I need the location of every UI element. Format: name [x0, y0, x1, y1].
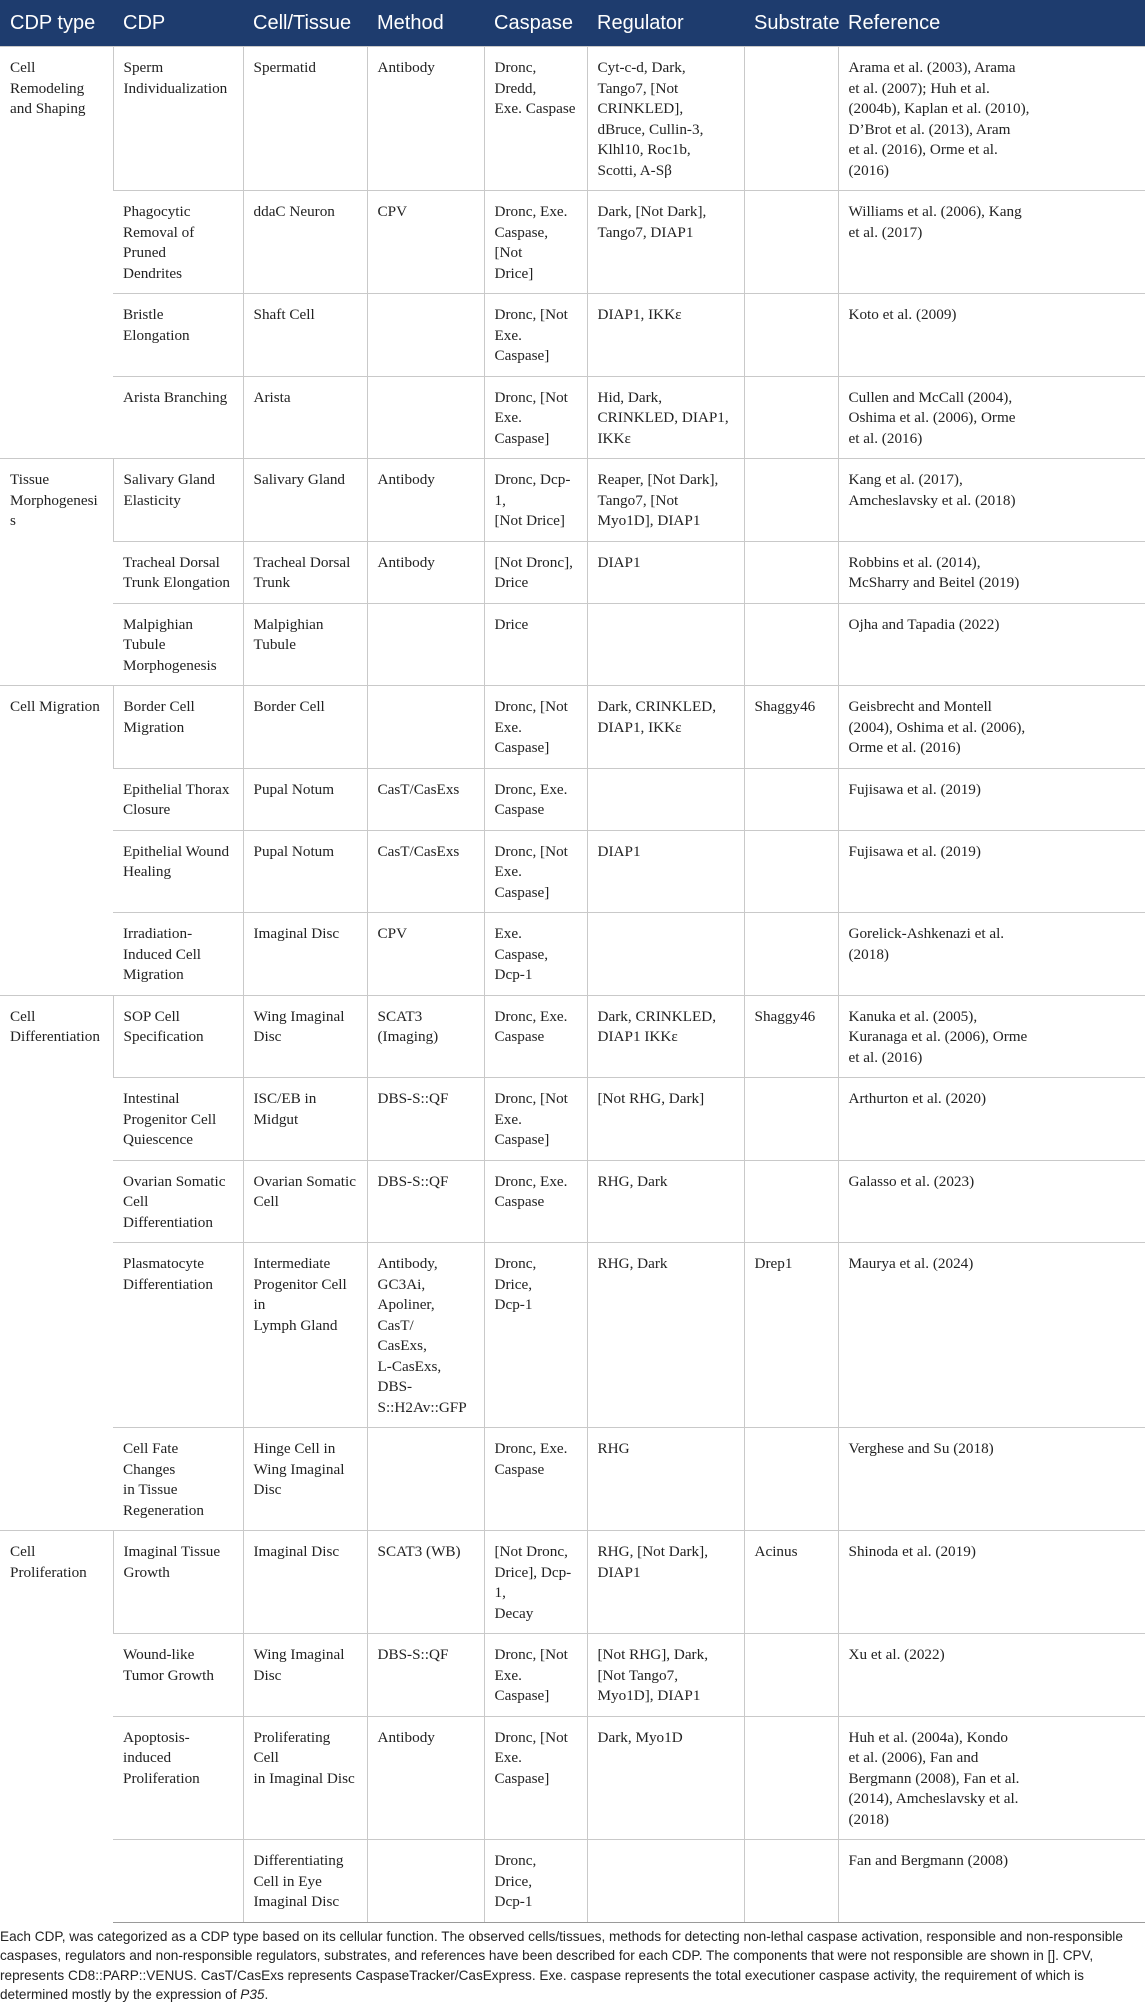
method-cell: [367, 1428, 484, 1531]
cell-tissue-cell: Imaginal Disc: [243, 913, 367, 996]
reference-cell: Kang et al. (2017), Amcheslavsky et al. (2018): [838, 459, 1145, 542]
reference-cell: Xu et al. (2022): [838, 1634, 1145, 1717]
cell-tissue-cell: Salivary Gland: [243, 459, 367, 542]
cdp-cell: Wound-like Tumor Growth: [113, 1634, 243, 1717]
cdp-cell: Apoptosis-induced Proliferation: [113, 1716, 243, 1840]
table-row: [0, 830, 1145, 913]
cdp-cell: Epithelial Wound Healing: [113, 830, 243, 913]
caspase-cell: Dronc, Exe. Caspase, [Not Drice]: [484, 191, 587, 294]
caspase-cell: [Not Dronc], Drice: [484, 541, 587, 603]
regulator-cell: RHG, Dark: [587, 1243, 744, 1428]
regulator-cell: DIAP1: [587, 541, 744, 603]
cdp-type-cell: Cell Proliferation: [0, 1531, 113, 1923]
col-header-method: Method: [367, 0, 484, 47]
caspase-cell: Dronc, Exe. Caspase: [484, 1428, 587, 1531]
caspase-cell: Dronc, [Not Exe. Caspase]: [484, 1078, 587, 1161]
substrate-cell: [744, 294, 838, 377]
regulator-cell: Dark, [Not Dark], Tango7, DIAP1: [587, 191, 744, 294]
regulator-cell: DIAP1, IKKε: [587, 294, 744, 377]
cell-tissue-cell: ddaC Neuron: [243, 191, 367, 294]
caspase-cell: Dronc, [Not Exe. Caspase]: [484, 686, 587, 769]
substrate-cell: [744, 830, 838, 913]
substrate-cell: [744, 376, 838, 459]
table-header-row: [0, 0, 1145, 47]
table-row: [0, 1078, 1145, 1161]
regulator-cell: Dark, CRINKLED, DIAP1, IKKε: [587, 686, 744, 769]
table-row: [0, 376, 1145, 459]
cdp-cell: Tracheal Dorsal Trunk Elongation: [113, 541, 243, 603]
substrate-cell: [744, 913, 838, 996]
method-cell: [367, 1840, 484, 1923]
col-header-cell-tissue: Cell/Tissue: [243, 0, 367, 47]
regulator-cell: [587, 1840, 744, 1923]
reference-cell: Fujisawa et al. (2019): [838, 830, 1145, 913]
footnote-text: Each CDP, was categorized as a CDP type based on its cellular function. The observed cells/tissues, methods for detecting non-lethal caspase activation, responsible and non-responsible caspases, regulators and non-responsible regulators, substrates, and references have been described for each CDP. The components that were not responsible are shown in []. CPV, represents CD8::PARP::VENUS. CasT/CasExs represents CaspaseTracker/CasExpress. Exe. caspase represents the total executioner caspase activity, the requirement of which is determined mostly by the expression of: [0, 1928, 1123, 2002]
reference-cell: Ojha and Tapadia (2022): [838, 603, 1145, 686]
substrate-cell: [744, 1160, 838, 1243]
reference-cell: Gorelick-Ashkenazi et al. (2018): [838, 913, 1145, 996]
method-cell: [367, 686, 484, 769]
cdp-cell: Irradiation- Induced Cell Migration: [113, 913, 243, 996]
table-row: [0, 913, 1145, 996]
reference-cell: Geisbrecht and Montell (2004), Oshima et al. (2006), Orme et al. (2016): [838, 686, 1145, 769]
col-header-caspase: Caspase: [484, 0, 587, 47]
method-cell: Antibody: [367, 459, 484, 542]
cell-tissue-cell: Hinge Cell in Wing Imaginal Disc: [243, 1428, 367, 1531]
caspase-cell: Dronc, [Not Exe. Caspase]: [484, 1634, 587, 1717]
table-row: [0, 1160, 1145, 1243]
cell-tissue-cell: Arista: [243, 376, 367, 459]
cdp-cell: Salivary Gland Elasticity: [113, 459, 243, 542]
cdp-cell: Arista Branching: [113, 376, 243, 459]
substrate-cell: [744, 1716, 838, 1840]
method-cell: DBS-S::QF: [367, 1078, 484, 1161]
method-cell: CasT/CasExs: [367, 768, 484, 830]
table-body: [0, 47, 1145, 1923]
cdp-cell: Bristle Elongation: [113, 294, 243, 377]
caspase-cell: Dronc, Dredd, Exe. Caspase: [484, 47, 587, 191]
table-row: [0, 459, 1145, 542]
table-row: [0, 1840, 1145, 1923]
cdp-cell: [113, 1840, 243, 1923]
regulator-cell: DIAP1: [587, 830, 744, 913]
regulator-cell: Dark, CRINKLED, DIAP1 IKKε: [587, 995, 744, 1078]
col-header-substrate: Substrate: [744, 0, 838, 47]
regulator-cell: Dark, Myo1D: [587, 1716, 744, 1840]
table-row: [0, 1716, 1145, 1840]
substrate-cell: [744, 1428, 838, 1531]
substrate-cell: [744, 1078, 838, 1161]
cdp-cell: Plasmatocyte Differentiation: [113, 1243, 243, 1428]
regulator-cell: RHG: [587, 1428, 744, 1531]
substrate-cell: [744, 191, 838, 294]
regulator-cell: RHG, [Not Dark], DIAP1: [587, 1531, 744, 1634]
cell-tissue-cell: Ovarian Somatic Cell: [243, 1160, 367, 1243]
col-header-cdp: CDP: [113, 0, 243, 47]
table-row: [0, 1531, 1145, 1634]
substrate-cell: [744, 459, 838, 542]
caspase-cell: Dronc, [Not Exe. Caspase]: [484, 294, 587, 377]
reference-cell: Arama et al. (2003), Arama et al. (2007); Huh et al. (2004b), Kaplan et al. (2010), D’Brot et al. (2013), Aram et al. (2016), Orme et al. (2016): [838, 47, 1145, 191]
substrate-cell: [744, 47, 838, 191]
regulator-cell: [Not RHG, Dark]: [587, 1078, 744, 1161]
caspase-cell: Dronc, [Not Exe. Caspase]: [484, 830, 587, 913]
regulator-cell: [587, 603, 744, 686]
cell-tissue-cell: Tracheal Dorsal Trunk: [243, 541, 367, 603]
table-row: [0, 768, 1145, 830]
substrate-cell: [744, 768, 838, 830]
table-row: [0, 294, 1145, 377]
substrate-cell: Acinus: [744, 1531, 838, 1634]
substrate-cell: [744, 603, 838, 686]
substrate-cell: Drep1: [744, 1243, 838, 1428]
reference-cell: Verghese and Su (2018): [838, 1428, 1145, 1531]
col-header-regulator: Regulator: [587, 0, 744, 47]
substrate-cell: [744, 1840, 838, 1923]
reference-cell: Huh et al. (2004a), Kondo et al. (2006), Fan and Bergmann (2008), Fan et al. (2014), Amcheslavsky et al. (2018): [838, 1716, 1145, 1840]
cdp-type-cell: Cell Remodeling and Shaping: [0, 47, 113, 459]
cdp-cell: Malpighian Tubule Morphogenesis: [113, 603, 243, 686]
regulator-cell: [Not RHG], Dark, [Not Tango7, Myo1D], DIAP1: [587, 1634, 744, 1717]
col-header-cdp-type: CDP type: [0, 0, 113, 47]
caspase-cell: Dronc, [Not Exe. Caspase]: [484, 1716, 587, 1840]
method-cell: SCAT3 (WB): [367, 1531, 484, 1634]
caspase-cell: Dronc, Exe. Caspase: [484, 1160, 587, 1243]
substrate-cell: Shaggy46: [744, 686, 838, 769]
reference-cell: Williams et al. (2006), Kang et al. (2017): [838, 191, 1145, 294]
reference-cell: Koto et al. (2009): [838, 294, 1145, 377]
col-header-reference: Reference: [838, 0, 1145, 47]
reference-cell: Galasso et al. (2023): [838, 1160, 1145, 1243]
cell-tissue-cell: Imaginal Disc: [243, 1531, 367, 1634]
method-cell: [367, 376, 484, 459]
table-row: [0, 541, 1145, 603]
caspase-cell: Dronc, Exe. Caspase: [484, 995, 587, 1078]
cdp-cell: Imaginal Tissue Growth: [113, 1531, 243, 1634]
table-row: [0, 603, 1145, 686]
cdp-cell: Sperm Individualization: [113, 47, 243, 191]
regulator-cell: Hid, Dark, CRINKLED, DIAP1, IKKε: [587, 376, 744, 459]
method-cell: Antibody, GC3Ai, Apoliner, CasT/ CasExs, L-CasExs, DBS- S::H2Av::GFP: [367, 1243, 484, 1428]
footnote-italic: P35: [240, 1987, 265, 2002]
caspase-cell: Dronc, Dcp-1, [Not Drice]: [484, 459, 587, 542]
caspase-cell: [Not Dronc, Drice], Dcp-1, Decay: [484, 1531, 587, 1634]
method-cell: DBS-S::QF: [367, 1160, 484, 1243]
cell-tissue-cell: Malpighian Tubule: [243, 603, 367, 686]
reference-cell: Maurya et al. (2024): [838, 1243, 1145, 1428]
cdp-type-cell: Cell Differentiation: [0, 995, 113, 1531]
method-cell: CasT/CasExs: [367, 830, 484, 913]
table-footnote: [0, 1927, 1145, 2005]
caspase-cell: Dronc, Exe. Caspase: [484, 768, 587, 830]
table-row: [0, 1634, 1145, 1717]
table-row: [0, 191, 1145, 294]
regulator-cell: Cyt-c-d, Dark, Tango7, [Not CRINKLED], dBruce, Cullin-3, Klhl10, Roc1b, Scotti, A-Sβ: [587, 47, 744, 191]
method-cell: CPV: [367, 913, 484, 996]
cell-tissue-cell: Intermediate Progenitor Cell in Lymph Gland: [243, 1243, 367, 1428]
cdp-cell: Intestinal Progenitor Cell Quiescence: [113, 1078, 243, 1161]
reference-cell: Fujisawa et al. (2019): [838, 768, 1145, 830]
method-cell: Antibody: [367, 1716, 484, 1840]
cdp-type-cell: Tissue Morphogenesis: [0, 459, 113, 686]
cell-tissue-cell: Differentiating Cell in Eye Imaginal Disc: [243, 1840, 367, 1923]
table-row: [0, 686, 1145, 769]
caspase-cell: Dronc, Drice, Dcp-1: [484, 1243, 587, 1428]
reference-cell: Shinoda et al. (2019): [838, 1531, 1145, 1634]
table-row: [0, 995, 1145, 1078]
method-cell: Antibody: [367, 47, 484, 191]
caspase-cell: Dronc, Drice, Dcp-1: [484, 1840, 587, 1923]
cell-tissue-cell: ISC/EB in Midgut: [243, 1078, 367, 1161]
caspase-cell: Drice: [484, 603, 587, 686]
regulator-cell: [587, 913, 744, 996]
cell-tissue-cell: Wing Imaginal Disc: [243, 995, 367, 1078]
cell-tissue-cell: Spermatid: [243, 47, 367, 191]
cell-tissue-cell: Wing Imaginal Disc: [243, 1634, 367, 1717]
cell-tissue-cell: Border Cell: [243, 686, 367, 769]
reference-cell: Fan and Bergmann (2008): [838, 1840, 1145, 1923]
cell-tissue-cell: Proliferating Cell in Imaginal Disc: [243, 1716, 367, 1840]
cdp-cell: SOP Cell Specification: [113, 995, 243, 1078]
regulator-cell: Reaper, [Not Dark], Tango7, [Not Myo1D], DIAP1: [587, 459, 744, 542]
method-cell: CPV: [367, 191, 484, 294]
method-cell: DBS-S::QF: [367, 1634, 484, 1717]
table-row: [0, 1243, 1145, 1428]
reference-cell: Kanuka et al. (2005), Kuranaga et al. (2006), Orme et al. (2016): [838, 995, 1145, 1078]
table-row: [0, 1428, 1145, 1531]
substrate-cell: Shaggy46: [744, 995, 838, 1078]
cell-tissue-cell: Pupal Notum: [243, 830, 367, 913]
cdp-cell: Border Cell Migration: [113, 686, 243, 769]
substrate-cell: [744, 1634, 838, 1717]
regulator-cell: [587, 768, 744, 830]
substrate-cell: [744, 541, 838, 603]
reference-cell: Arthurton et al. (2020): [838, 1078, 1145, 1161]
method-cell: [367, 294, 484, 377]
cdp-cell: Epithelial Thorax Closure: [113, 768, 243, 830]
reference-cell: Robbins et al. (2014), McSharry and Beitel (2019): [838, 541, 1145, 603]
method-cell: Antibody: [367, 541, 484, 603]
caspase-cell: Dronc, [Not Exe. Caspase]: [484, 376, 587, 459]
cdp-cell: Phagocytic Removal of Pruned Dendrites: [113, 191, 243, 294]
cell-tissue-cell: Shaft Cell: [243, 294, 367, 377]
reference-cell: Cullen and McCall (2004), Oshima et al. (2006), Orme et al. (2016): [838, 376, 1145, 459]
cdp-type-cell: Cell Migration: [0, 686, 113, 996]
caspase-cell: Exe. Caspase, Dcp-1: [484, 913, 587, 996]
table-row: [0, 47, 1145, 191]
footnote-end: .: [264, 1987, 269, 2002]
method-cell: [367, 603, 484, 686]
regulator-cell: RHG, Dark: [587, 1160, 744, 1243]
method-cell: SCAT3 (Imaging): [367, 995, 484, 1078]
cell-tissue-cell: Pupal Notum: [243, 768, 367, 830]
cdp-cell: Cell Fate Changes in Tissue Regeneration: [113, 1428, 243, 1531]
cdp-cell: Ovarian Somatic Cell Differentiation: [113, 1160, 243, 1243]
